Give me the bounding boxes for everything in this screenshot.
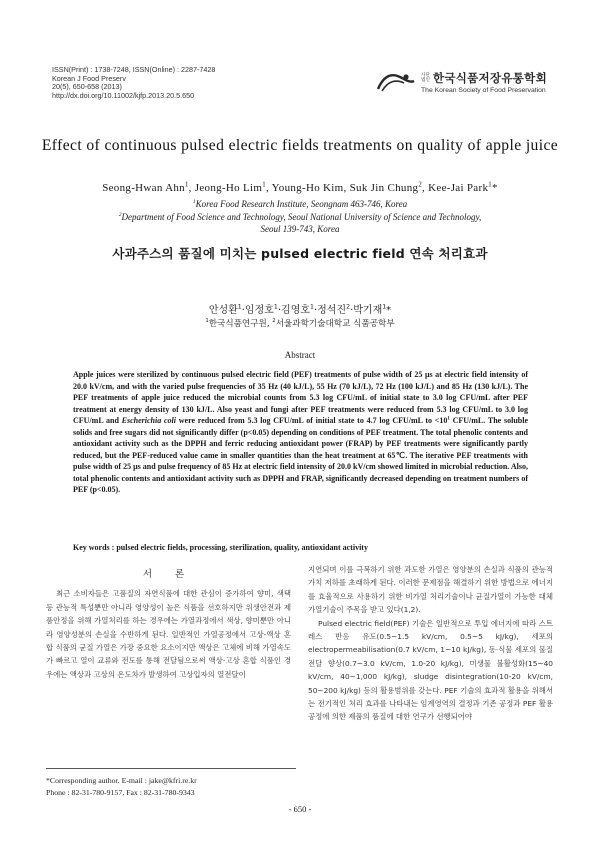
- affil-sup: 1: [205, 318, 209, 325]
- society-logo-icon: [376, 71, 416, 93]
- separator: ·: [313, 305, 318, 316]
- author-affil-sup: 2: [346, 303, 351, 311]
- affil-sup: 1: [192, 199, 196, 205]
- korean-author-list: [40, 301, 560, 316]
- author-list: Seong-Hwan Ahn$^1$, Jeong-Ho Lim$^1$, Young-Ho Kim, Suk Jin Chung$^2$, Kee-Jai Park$^1$*: [102, 181, 498, 194]
- corresponding-author-footnote: [46, 768, 296, 799]
- affiliation-2: Department of Food Science and Technology, Seoul National University of Science and Technology,: [121, 211, 482, 222]
- body-paragraph: 최근 소비자들은 고품질의 자연식품에 대한 관심이 증가하여 향미, 색택 등 관능적 특성뿐만 아니라 영양성이 높은 식품을 선호하지만 위생안전과 제품안정을 위해 가열처리를 하는 경우에는 가열과정에서 색상, 향미뿐만 아니라 영양성분의 손실을 수반하게 된다. 일반적인 가열공정에서 고상-액상 혼합 식품의 균질 가열은 가장 중요한 요소이지만 액상은 고체에 비해 가열속도가 빠르고 열이 교류와 전도를 통해 전달됨으로써 액상-고상 혼합 식품인 경우에는 액상과 고상의 온도차가 발생하여 고상입자의 열전달이: [46, 589, 291, 679]
- section-title-introduction: 서 론: [142, 569, 195, 580]
- affil-sup: 2: [272, 318, 276, 325]
- corresponding-mark: *: [386, 305, 392, 316]
- footnote-phone: Phone : 82-31-780-9157, Fax : 82-31-780-9343: [46, 788, 195, 797]
- author-name: Kee-Jai Park: [428, 182, 489, 194]
- separator: ·: [241, 305, 245, 316]
- society-mark-top: 사단: [421, 73, 430, 78]
- author-affil-sup: 1: [310, 303, 314, 311]
- affiliations: [40, 198, 560, 236]
- korean-author: 김영호: [281, 305, 311, 316]
- corresponding-mark: *: [491, 182, 498, 194]
- society-mark-bottom: 법인: [421, 78, 430, 83]
- affiliation-1: Korea Food Research Institute, Seongnam 463-746, Korea: [195, 199, 408, 209]
- author-affil-sup: 1: [184, 181, 189, 189]
- korean-author: 정석진: [317, 305, 347, 316]
- journal-name: Korean J Food Preserv: [52, 73, 126, 83]
- korean-affiliation-2: 서울과학기술대학교 식품공학부: [275, 319, 395, 329]
- author-affil-sup: 1: [273, 303, 278, 311]
- korean-author: 임정호: [244, 305, 274, 316]
- author-affil-sup: 1: [262, 181, 266, 189]
- affil-sup: 2: [118, 211, 122, 218]
- author-affil-sup: 1: [488, 181, 492, 189]
- abstract-heading: Abstract: [284, 350, 316, 360]
- abstract-text-2: were reduced from 5.3 log CFU/mL of initial state to 4.7 log CFU/mL to <10: [178, 416, 448, 425]
- society-name-en: The Korean Society of Food Preservation: [421, 87, 546, 94]
- page-number: - 650 -: [288, 804, 312, 814]
- author-affil-sup: 1: [382, 303, 387, 311]
- body-column-left: [46, 562, 291, 681]
- issn-line: ISSN(Print) : 1738-7248, ISSN(Online) : 2287-7428: [52, 65, 216, 74]
- society-mark: [421, 73, 430, 83]
- journal-meta: [52, 66, 215, 100]
- body-column-right: [308, 563, 553, 724]
- separator: ·: [350, 305, 354, 316]
- author-name: Jeong-Ho Lim: [194, 182, 263, 194]
- author-affil-sup: 1: [237, 303, 242, 311]
- volume-line: 20(5), 650-658 (2013): [52, 82, 122, 92]
- keywords: Key words : pulsed electric fields, processing, sterilization, quality, antioxidant activity: [73, 543, 368, 552]
- paper-title: Effect of continuous pulsed electric fields treatments on quality of apple juice: [41, 137, 559, 154]
- species-name: Escherichia coli: [121, 416, 176, 425]
- korean-author: 박기재: [353, 305, 383, 316]
- author-affil-sup: 2: [418, 181, 423, 189]
- author-name: Young-Ho Kim: [271, 182, 344, 194]
- korean-author: 안성환: [208, 305, 238, 316]
- korean-affiliation-1: 한국식품연구원,: [208, 319, 270, 329]
- abstract-body: [73, 369, 528, 496]
- body-paragraph: Pulsed electric field(PEF) 기술은 일반적으로 투입 에너지에 따라 스트레스 반응 유도(0.5~1.5 kV/cm, 0.5~5 kJ/kg), 세포의 electropermeabilisation(0.7 kV/cm, 1~10 kJ/kg), 동·식물 세포의 물질 전달 향상(0.7~3.0 kV/cm, 1.0-20 kJ/kg), 미생물 불활성화(15~40 kV/cm, 40~1,000 kJ/kg), sludge disintegration(10-20 kV/cm, 50~200 kJ/kg) 등의 활용범위를 갖는다. PEF 기술의 효과적 활용을 위해서는 전기적인 처리 효과를 나타내는 임계영역의 결정과 기존 공정과 PEF 활용 공정에 의한 제품의 품질에 대한 연구가 선행되어야: [308, 618, 553, 722]
- doi-link[interactable]: http://dx.doi.org/10.11002/kjfp.2013.20.5.650: [52, 90, 195, 100]
- korean-title: 사과주스의 품질에 미치는 pulsed electric field 연속 처리효과: [112, 246, 488, 261]
- separator: ·: [277, 305, 282, 316]
- society-header: [376, 70, 547, 94]
- society-name-ko: 한국식품저장유통학회: [432, 71, 547, 85]
- abstract-text-1: Apple juices were sterilized by continuous pulsed electric field (PEF) treatments of pulse width of 25 μs at electric field intensity of 20.0 kV/cm, and with the varied pulse frequencies of 35 Hz (40 kJ/L), 55 Hz (70 kJ/L), 72 Hz (100 kJ/L) and 85 Hz (130 kJ/L). The PEF treatments of apple juice reduced the microbial counts from 5.3 log CFU/mL of initial state to 3.0 log CFU/mL after PEF treatment at energy density of 130 kJ/L. Also yeast and fungi after PEF treatments were reduced from 5.3 log CFU/mL to 3.0 log CFU/mL and: [73, 370, 528, 425]
- affiliation-2-cont: Seoul 139-743, Korea: [260, 224, 340, 234]
- author-name: Suk Jin Chung: [349, 182, 419, 194]
- body-paragraph: 지연되며 이를 극복하기 위한 과도한 가열은 영양분의 손실과 식품의 관능적 가치 저하를 초래하게 된다. 이러한 문제점을 해결하기 위한 방법으로 에너지를 효율적으로 사용하기 위한 비가열 처리기술이나 균질가열이 가능한 대체가열기술이 주목을 받고 있다(1,2).: [308, 565, 553, 615]
- abstract-text-3: CFU/mL. The soluble solids and free sugars did not significantly differ (p<0.05) depending on conditions of PEF treatment. The total phenolic contents and antioxidant activity such as the DPPH and ferric reducing antioxidant power (FRAP) by PEF treatments were significantly partly reduced, but the PEF-reduced value came in smaller quantities than the heat treatment at 65℃. The iterative PEF treatments with pulse width of 25 μs and pulse frequency of 85 Hz at electric field intensity of 20.0 kV/cm showed limited in microbial reduction. Also, total phenolic contents and antioxidant activity such as DPPH and FRAP, significantly decreased depending on treatment numbers of PEF (p<0.05).: [73, 416, 528, 494]
- author-name: Seong-Hwan Ahn: [102, 182, 185, 194]
- footnote-email: *Corresponding author. E-mail : jake@kfri.re.kr: [46, 776, 197, 785]
- exponent: 1: [447, 416, 450, 422]
- korean-affiliations: [40, 317, 560, 329]
